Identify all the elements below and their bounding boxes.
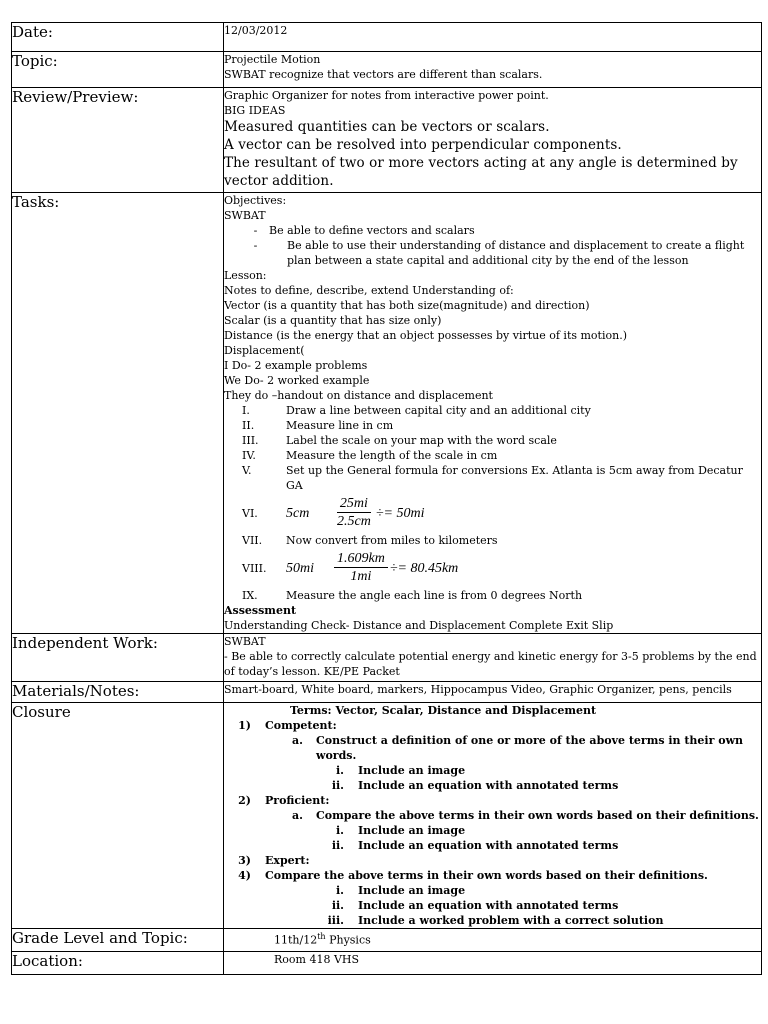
value-tasks: [224, 193, 762, 634]
closure-subtask: i. Include an image: [335, 884, 466, 897]
step-item: IX. Measure the angle each line is from 0 degrees North: [242, 589, 583, 602]
closure-title: Terms: Vector, Scalar, Distance and Displacement: [290, 704, 597, 717]
row-date: [12, 23, 762, 52]
topic-line: SWBAT recognize that vectors are different than scalars.: [224, 68, 543, 81]
big-idea: A vector can be resolved into perpendicular components.: [224, 137, 622, 153]
lesson-line: We Do- 2 worked example: [224, 374, 370, 387]
swbat-label: SWBAT: [224, 209, 266, 222]
row-topic: [12, 52, 762, 88]
review-line: BIG IDEAS: [224, 104, 286, 117]
value-review: [224, 88, 762, 193]
row-review: [12, 88, 762, 193]
row-materials: [12, 682, 762, 703]
label-independent-work: Independent Work:: [12, 634, 224, 682]
closure-subtask: i. Include an image: [335, 764, 466, 777]
topic-line: Projectile Motion: [224, 53, 321, 66]
closure-level: 2) Proficient:: [238, 794, 330, 807]
lesson-line: Displacement(: [224, 344, 305, 357]
label-materials: Materials/Notes:: [12, 682, 224, 703]
lesson-line: Vector (is a quantity that has both size(magnitude) and direction): [224, 299, 590, 312]
objectives-label: Objectives:: [224, 194, 287, 207]
value-independent-work: SWBAT - Be able to correctly calculate potential energy and kinetic energy for 3-5 problems by the end of today’s lesson. KE/PE Packet: [224, 634, 762, 682]
label-grade-level: Grade Level and Topic:: [12, 929, 224, 952]
review-line: Graphic Organizer for notes from interactive power point.: [224, 89, 549, 102]
lesson-line: They do –handout on distance and displacement: [224, 389, 493, 402]
value-materials: Smart-board, White board, markers, Hippocampus Video, Graphic Organizer, pens, pencils: [224, 682, 762, 703]
label-location: Location:: [12, 952, 224, 975]
closure-task: a. Compare the above terms in their own words based on their definitions.: [292, 809, 759, 822]
row-independent-work: [12, 634, 762, 682]
row-closure: [12, 703, 762, 929]
row-location: [12, 952, 762, 975]
assessment-text: Understanding Check- Distance and Displacement Complete Exit Slip: [224, 619, 614, 632]
closure-subtask: iii. Include a worked problem with a correct solution: [327, 914, 664, 927]
value-location: Room 418 VHS: [224, 952, 762, 975]
closure-level: 3) Expert:: [238, 854, 310, 867]
row-tasks: [12, 193, 762, 634]
closure-subtask: ii. Include an equation with annotated terms: [331, 839, 619, 852]
step-item: VI. 5cm $\frac{25mi}{2.5cm}$ ÷= 50mi: [242, 496, 425, 529]
step-item: III. Label the scale on your map with the word scale: [242, 434, 557, 447]
label-tasks: Tasks:: [12, 193, 224, 634]
step-item: VII. Now convert from miles to kilometers: [242, 534, 498, 547]
assessment-label: Assessment: [224, 604, 297, 617]
closure-level: 4) Compare the above terms in their own words based on their definitions.: [238, 869, 708, 882]
lesson-line: Distance (is the energy that an object possesses by virtue of its motion.): [224, 329, 627, 342]
value-topic: [224, 52, 762, 88]
value-closure: [224, 703, 762, 929]
row-grade-level: [12, 929, 762, 952]
closure-level: 1) Competent:: [238, 719, 337, 732]
step-item: V. Set up the General formula for conversions Ex. Atlanta is 5cm away from Decatur GA: [242, 464, 743, 492]
label-closure: Closure: [12, 703, 224, 929]
step-item: I. Draw a line between capital city and an additional city: [242, 404, 591, 417]
closure-subtask: ii. Include an equation with annotated terms: [331, 899, 619, 912]
big-idea: The resultant of two or more vectors acting at any angle is determined by vector addition.: [224, 155, 738, 189]
step-item: VIII. 50mi $\frac{1.609km}{1mi}$ ÷= 80.45km: [242, 551, 459, 584]
big-idea: Measured quantities can be vectors or scalars.: [224, 119, 550, 135]
step-item: IV. Measure the length of the scale in cm: [242, 449, 498, 462]
lesson-line: Notes to define, describe, extend Understanding of:: [224, 284, 514, 297]
label-review: Review/Preview:: [12, 88, 224, 193]
value-grade-level: 11th/12th Physics: [224, 929, 762, 952]
step-item: II. Measure line in cm: [242, 419, 394, 432]
closure-subtask: ii. Include an equation with annotated terms: [331, 779, 619, 792]
label-topic: Topic:: [12, 52, 224, 88]
lesson-plan-table: [11, 22, 762, 975]
value-date: 12/03/2012: [224, 23, 762, 52]
objective-item: - Be able to define vectors and scalars: [253, 224, 475, 237]
lesson-line: Scalar (is a quantity that has size only): [224, 314, 442, 327]
objective-item: - Be able to use their understanding of distance and displacement to create a flight plan between a state capital and additional city by the end of the lesson: [253, 239, 745, 267]
conversion-formula-km: 50mi $\frac{1.609km}{1mi}$ ÷= 80.45km: [286, 551, 459, 584]
lesson-line: Lesson:: [224, 269, 267, 282]
conversion-formula-miles: 5cm $\frac{25mi}{2.5cm}$ ÷= 50mi: [286, 496, 425, 529]
label-date: Date:: [12, 23, 224, 52]
closure-subtask: i. Include an image: [335, 824, 466, 837]
closure-task: a. Construct a definition of one or more of the above terms in their own words.: [292, 734, 744, 762]
lesson-line: I Do- 2 example problems: [224, 359, 368, 372]
